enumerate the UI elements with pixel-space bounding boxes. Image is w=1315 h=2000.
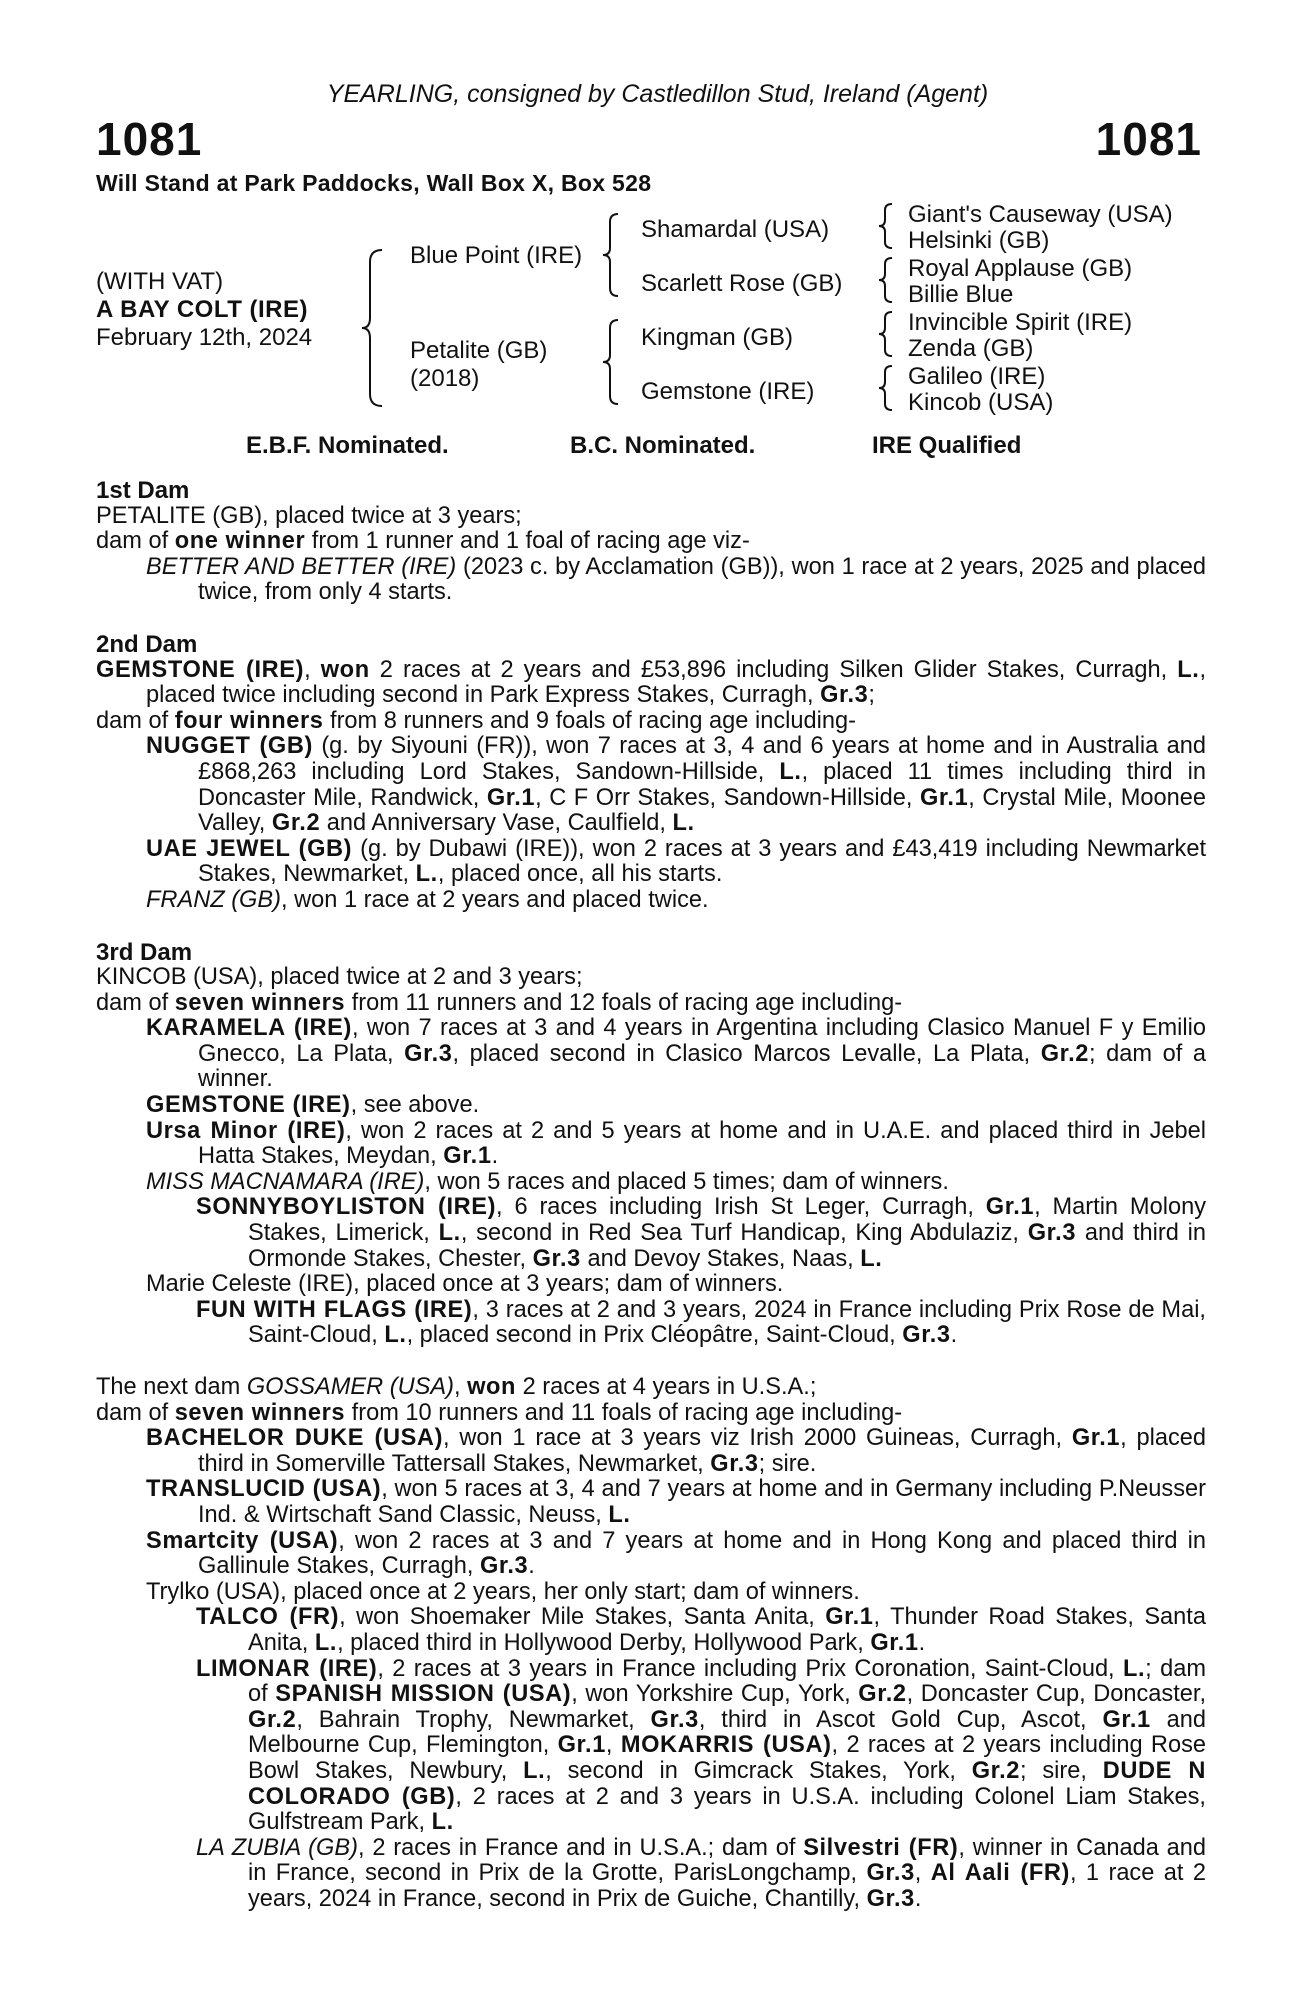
text-run: LIMONAR (IRE): [196, 1655, 378, 1682]
second-dam-heading: 2nd Dam: [96, 630, 198, 658]
text-run: , won 7 races at 3 and 4 years in Argentina including Clasico Manuel F y Emilio Gnecco, La Plata,: [198, 1015, 1206, 1067]
pedigree-ds-sire: Invincible Spirit (IRE): [908, 309, 1133, 336]
produce-better-and-better: [96, 555, 1206, 606]
text-run: FRANZ (GB): [146, 886, 281, 913]
pedigree-ss-dam: Helsinki (GB): [908, 227, 1050, 254]
third-dam-heading: 3rd Dam: [96, 938, 193, 966]
text-run: SONNYBOYLISTON (IRE): [196, 1194, 497, 1221]
text-run: Gr.2: [248, 1706, 297, 1733]
pedigree-dam-sire: Kingman (GB): [641, 324, 794, 351]
text-run: 2 races at 2 years and £53,896 including Silken Glider Stakes, Curragh,: [369, 656, 1178, 683]
text-run: Gr.1: [557, 1732, 606, 1759]
text-run: Gr.1: [985, 1194, 1035, 1221]
text-run: , placed second in Prix Cléopâtre, Saint-Cloud,: [406, 1322, 903, 1349]
text-run: four winners: [174, 707, 324, 734]
text-run: L.: [438, 1220, 461, 1247]
text-run: Gr.1: [1071, 1425, 1121, 1452]
text-run: SPANISH MISSION (USA): [275, 1681, 572, 1708]
text-run: Silvestri (FR): [803, 1834, 959, 1861]
text-run: , 2 races in France and in U.S.A.; dam of: [358, 1834, 804, 1861]
pedigree-body: [96, 478, 1206, 1912]
text-run: Gr.2: [971, 1757, 1021, 1784]
produce-translucid: [96, 1477, 1206, 1528]
text-run: Gr.3: [532, 1245, 581, 1272]
text-run: , Thunder Road Stakes, Santa Anita,: [248, 1604, 1206, 1656]
text-run: ,: [453, 1374, 468, 1400]
produce-uae-jewel: [96, 837, 1206, 888]
text-run: GEMSTONE (IRE): [146, 1092, 351, 1119]
pedigree-ss-sire: Giant's Causeway (USA): [908, 201, 1173, 228]
lot-number-right: 1081: [1095, 113, 1202, 165]
text-run: BETTER AND BETTER (IRE): [146, 553, 457, 580]
text-run: , Doncaster Cup, Doncaster,: [906, 1681, 1207, 1708]
produce-talco: [96, 1605, 1206, 1656]
text-run: , winner in Canada and in France, second in Prix de la Grotte, ParisLongchamp,: [248, 1834, 1206, 1887]
pedigree-brace-dam: [600, 318, 624, 406]
text-run: ,: [605, 1732, 621, 1759]
text-run: Gr.3: [710, 1450, 759, 1477]
produce-gemstone: [96, 1093, 1206, 1119]
produce-marie-celeste: Marie Celeste (IRE), placed once at 3 years; dam of winners.: [146, 1271, 784, 1298]
text-run: Gr.1: [919, 784, 969, 811]
text-run: one winner: [174, 528, 306, 555]
produce-franz: [96, 888, 1206, 914]
text-run: seven winners: [174, 989, 346, 1016]
text-run: (2023 c. by Acclamation (GB)), won 1 race at 2 years, 2025 and placed twice, from only 4 starts.: [198, 553, 1206, 606]
text-run: , 2 races at 2 years including Rose Bowl Stakes, Newbury,: [248, 1732, 1206, 1784]
text-run: Ursa Minor (IRE): [146, 1117, 346, 1144]
text-run: ; sire.: [758, 1450, 817, 1477]
text-run: L.: [415, 861, 438, 888]
text-run: Gr.3: [866, 1860, 915, 1887]
pedigree-dam: Petalite (GB): [410, 337, 548, 364]
text-run: dam of: [96, 1399, 175, 1426]
first-dam-line: PETALITE (GB), placed twice at 3 years;: [96, 502, 522, 529]
first-dam-heading: 1st Dam: [96, 477, 190, 504]
text-run: ; dam of: [248, 1655, 1206, 1708]
produce-limonar: [96, 1657, 1206, 1836]
text-run: Gr.1: [443, 1143, 492, 1170]
text-run: ,: [914, 1860, 931, 1887]
text-run: L.: [1177, 656, 1200, 683]
text-run: , placed 11 times including third in Doncaster Mile, Randwick,: [198, 758, 1207, 811]
text-run: Gr.3: [866, 1885, 915, 1912]
text-run: , won 1 race at 3 years viz Irish 2000 Guineas, Curragh,: [443, 1425, 1072, 1452]
pedigree-brace-sd: [876, 256, 898, 304]
produce-bachelor-duke: [96, 1426, 1206, 1477]
text-run: L.: [431, 1809, 454, 1836]
text-run: L.: [523, 1757, 546, 1784]
pedigree-dd-dam: Kincob (USA): [908, 389, 1054, 416]
text-run: BACHELOR DUKE (USA): [146, 1425, 444, 1452]
pedigree-sire-sire: Shamardal (USA): [641, 216, 830, 243]
pedigree-dam-dam: Gemstone (IRE): [641, 378, 815, 405]
bc-nominated: B.C. Nominated.: [570, 432, 756, 459]
text-run: , Crystal Mile, Moonee Valley,: [198, 784, 1206, 837]
text-run: , won Yorkshire Cup, York,: [571, 1681, 859, 1708]
text-run: L.: [1122, 1655, 1146, 1682]
produce-la-zubia: [96, 1836, 1206, 1913]
text-run: , won 5 races and placed 5 times; dam of winners.: [424, 1168, 949, 1195]
text-run: TALCO (FR): [196, 1604, 340, 1631]
text-run: , won 5 races at 3, 4 and 7 years at home and in Germany including P.Neusser Ind. & Wirtschaft Sand Classic, Neuss,: [198, 1476, 1207, 1528]
text-run: 2 races at 4 years in U.S.A.;: [516, 1374, 817, 1400]
third-dam-line: KINCOB (USA), placed twice at 2 and 3 years;: [96, 964, 583, 991]
produce-sonnyboyliston: [96, 1195, 1206, 1272]
text-run: (g. by Siyouni (FR)), won 7 races at 3, 4 and 6 years at home and in Australia and £868,263 including Lord Stakes, Sandown-Hillside,: [198, 733, 1206, 785]
text-run: UAE JEWEL (GB): [146, 835, 353, 862]
text-run: LA ZUBIA (GB): [196, 1834, 358, 1861]
text-run: , won 2 races at 2 and 5 years at home and in U.A.E. and placed third in Jebel Hatta Stakes, Meydan,: [198, 1117, 1206, 1170]
pedigree-brace-sire: [600, 212, 624, 298]
text-run: seven winners: [174, 1399, 346, 1426]
text-run: , placed twice including second in Park Express Stakes, Curragh,: [146, 656, 1207, 709]
next-dam-line: [96, 1375, 1206, 1401]
text-run: Gr.1: [870, 1629, 919, 1656]
text-run: GEMSTONE (IRE): [96, 656, 305, 683]
produce-smartcity: [96, 1529, 1206, 1580]
text-run: , placed once, all his starts.: [437, 861, 723, 888]
text-run: Gr.3: [820, 682, 869, 709]
text-run: , see above.: [350, 1092, 480, 1119]
text-run: , second in Gimcrack Stakes, York,: [545, 1757, 972, 1784]
text-run: DUDE N COLORADO (GB): [248, 1757, 1207, 1810]
text-run: from 10 runners and 11 foals of racing age including-: [345, 1399, 903, 1426]
text-run: Gr.3: [902, 1322, 951, 1349]
text-run: .: [918, 1629, 926, 1656]
text-run: Gr.1: [486, 784, 536, 811]
text-run: GOSSAMER (USA): [246, 1374, 454, 1400]
text-run: Gr.2: [1040, 1040, 1090, 1067]
text-run: L.: [860, 1245, 883, 1272]
produce-trylko: Trylko (USA), placed once at 2 years, her only start; dam of winners.: [146, 1578, 860, 1605]
text-run: and third in Ormonde Stakes, Chester,: [248, 1220, 1207, 1272]
text-run: KARAMELA (IRE): [146, 1015, 352, 1042]
text-run: TRANSLUCID (USA): [146, 1476, 382, 1503]
text-run: , 2 races at 2 and 3 years in U.S.A. including Colonel Liam Stakes, Gulfstream Park,: [248, 1783, 1206, 1836]
text-run: dam of: [96, 989, 175, 1016]
vat-note: (WITH VAT): [96, 268, 224, 295]
text-run: and Anniversary Vase, Caulfield,: [320, 810, 673, 837]
text-run: ;: [868, 682, 875, 709]
text-run: ,: [304, 656, 321, 683]
text-run: .: [491, 1143, 499, 1170]
next-dam-produce: [96, 1401, 1206, 1427]
text-run: L.: [608, 1501, 631, 1528]
text-run: Gr.3: [1027, 1220, 1077, 1247]
third-dam-produce: [96, 991, 1206, 1017]
text-run: dam of: [96, 528, 175, 555]
text-run: Al Aali (FR): [930, 1860, 1070, 1887]
subject-name: A BAY COLT (IRE): [96, 296, 309, 323]
text-run: dam of: [96, 707, 175, 734]
pedigree-brace-gen1: [360, 248, 390, 408]
text-run: ; sire,: [1020, 1757, 1103, 1784]
text-run: L.: [384, 1322, 407, 1349]
text-run: .: [950, 1322, 958, 1349]
produce-ursa-minor: [96, 1119, 1206, 1170]
text-run: Gr.2: [858, 1681, 907, 1708]
text-run: MOKARRIS (USA): [620, 1732, 832, 1759]
text-run: ; dam of a winner.: [198, 1040, 1206, 1093]
text-run: Gr.1: [825, 1604, 874, 1631]
text-run: , placed third in Hollywood Derby, Hollywood Park,: [337, 1629, 871, 1656]
produce-miss-macnamara: [96, 1170, 1206, 1196]
text-run: Gr.1: [1102, 1706, 1151, 1733]
consignment-line: YEARLING, consigned by Castledillon Stud, Ireland (Agent): [326, 80, 989, 108]
pedigree-sd-sire: Royal Applause (GB): [908, 255, 1133, 282]
text-run: FUN WITH FLAGS (IRE): [196, 1296, 473, 1323]
pedigree-ds-dam: Zenda (GB): [908, 335, 1034, 362]
produce-nugget: [96, 734, 1206, 836]
text-run: Smartcity (USA): [146, 1527, 339, 1554]
pedigree-sd-dam: Billie Blue: [908, 281, 1014, 308]
text-run: , placed second in Clasico Marcos Levalle, La Plata,: [452, 1040, 1041, 1067]
pedigree-sire: Blue Point (IRE): [410, 242, 583, 269]
text-run: , placed third in Somerville Tattersall Stakes, Newmarket,: [198, 1425, 1206, 1477]
text-run: won: [320, 656, 370, 683]
text-run: The next dam: [96, 1374, 247, 1400]
text-run: , 6 races including Irish St Leger, Curragh,: [496, 1194, 986, 1221]
text-run: .: [914, 1885, 922, 1912]
ebf-nominated: E.B.F. Nominated.: [246, 432, 449, 459]
second-dam-gemstone: [96, 658, 1206, 709]
first-dam-produce: [96, 529, 1206, 555]
text-run: from 1 runner and 1 foal of racing age viz-: [305, 528, 750, 555]
lot-number-left: 1081: [96, 113, 203, 165]
text-run: won: [467, 1374, 517, 1400]
pedigree-brace-dd: [876, 364, 898, 412]
text-run: from 11 runners and 12 foals of racing age including-: [345, 989, 903, 1016]
text-run: , won 1 race at 2 years and placed twice.: [281, 886, 709, 913]
text-run: , 2 races at 3 years in France including Prix Coronation, Saint-Cloud,: [377, 1655, 1123, 1682]
ire-qualified: IRE Qualified: [872, 432, 1022, 459]
text-run: .: [528, 1553, 535, 1580]
text-run: from 8 runners and 9 foals of racing age including-: [323, 707, 856, 734]
text-run: L.: [672, 810, 695, 837]
text-run: (g. by Dubawi (IRE)), won 2 races at 3 years and £43,419 including Newmarket Stakes, Newmarket,: [198, 835, 1207, 888]
text-run: and Devoy Stakes, Naas,: [580, 1245, 861, 1272]
pedigree-sire-dam: Scarlett Rose (GB): [641, 270, 843, 297]
text-run: Gr.3: [479, 1553, 529, 1580]
text-run: , won Shoemaker Mile Stakes, Santa Anita,: [339, 1604, 826, 1631]
text-run: Gr.3: [404, 1040, 453, 1067]
text-run: , third in Ascot Gold Cup, Ascot,: [698, 1706, 1103, 1733]
subject-dob: February 12th, 2024: [96, 324, 313, 351]
text-run: , 3 races at 2 and 3 years, 2024 in France including Prix Rose de Mai, Saint-Cloud,: [248, 1296, 1206, 1349]
text-run: , Martin Molony Stakes, Limerick,: [248, 1194, 1206, 1247]
text-run: , Bahrain Trophy, Newmarket,: [296, 1706, 651, 1733]
produce-karamela: [96, 1016, 1206, 1093]
text-run: , 1 race at 2 years, 2024 in France, second in Prix de Guiche, Chantilly,: [248, 1860, 1206, 1912]
second-dam-produce: [96, 709, 1206, 735]
text-run: , second in Red Sea Turf Handicap, King Abdulaziz,: [460, 1220, 1028, 1247]
text-run: MISS MACNAMARA (IRE): [146, 1168, 425, 1195]
produce-fun-with-flags: [96, 1298, 1206, 1349]
text-run: , C F Orr Stakes, Sandown-Hillside,: [535, 784, 920, 811]
text-run: , won 2 races at 3 and 7 years at home and in Hong Kong and placed third in Gallinule Stakes, Curragh,: [198, 1527, 1206, 1580]
text-run: NUGGET (GB): [146, 733, 313, 760]
pedigree-dd-sire: Galileo (IRE): [908, 363, 1046, 390]
text-run: Gr.3: [650, 1706, 699, 1733]
text-run: and Melbourne Cup, Flemington,: [248, 1706, 1207, 1759]
stand-location: Will Stand at Park Paddocks, Wall Box X, Box 528: [96, 170, 652, 196]
text-run: L.: [314, 1629, 338, 1656]
text-run: L.: [779, 758, 802, 785]
pedigree-dam-year: (2018): [410, 365, 480, 392]
text-run: Gr.2: [271, 810, 321, 837]
pedigree-brace-ss: [876, 202, 898, 250]
pedigree-brace-ds: [876, 310, 898, 358]
